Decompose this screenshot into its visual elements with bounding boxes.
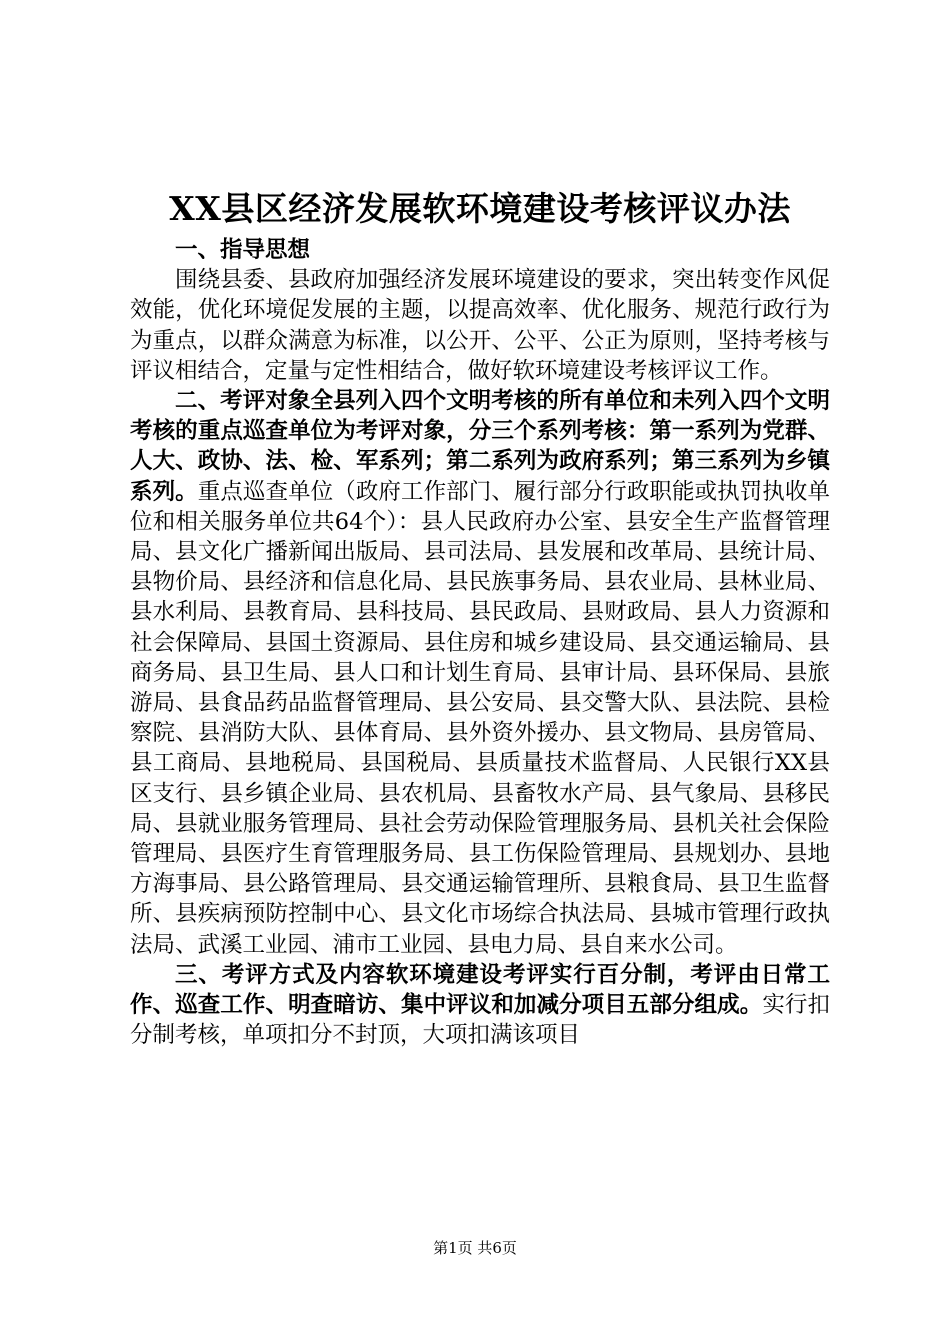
section-3-lead: 三、考评方式及内容软环境建设考评实行百分制，考评由日常工作、巡查工作、明查暗访、集中评议和加减分项目五部分组成。 bbox=[130, 961, 830, 1019]
section-1-heading: 一、指导思想 bbox=[175, 237, 311, 263]
section-2-body: 重点巡查单位（政府工作部门、履行部分行政职能或执罚执收单位和相关服务单位共64个）：县人民政府办公室、县安全生产监督管理局、县文化广播新闻出版局、县司法局、县发展和改革局、县统计局、县物价局、县经济和信息化局、县民族事务局、县农业局、县林业局、县水利局、县教育局、县科技局、县民政局、县财政局、县人力资源和社会保障局、县国土资源局、县住房和城乡建设局、县交通运输局、县商务局、县卫生局、县人口和计划生育局、县审计局、县环保局、县旅游局、县食品药品监督管理局、县公安局、县交警大队、县法院、县检察院、县消防大队、县体育局、县外资外援办、县文物局、县房管局、县工商局、县地税局、县国税局、县质量技术监督局、人民银行XX县区支行、县乡镇企业局、县农机局、县畜牧水产局、县气象局、县移民局、县就业服务管理局、县社会劳动保险管理服务局、县机关社会保险管理局、县医疗生育管理服务局、县工伤保险管理局、县规划办、县地方海事局、县公路管理局、县交通运输管理所、县粮食局、县卫生监督所、县疾病预防控制中心、县文化市场综合执法局、县城市管理行政执法局、武溪工业园、浦市工业园、县电力局、县自来水公司。 bbox=[130, 478, 830, 958]
section-2 bbox=[130, 386, 830, 960]
section-3 bbox=[130, 960, 830, 1051]
section-1-body: 围绕县委、县政府加强经济发展环境建设的要求，突出转变作风促效能，优化环境促发展的主题，以提高效率、优化服务、规范行政行为为重点，以群众满意为标准，以公开、公平、公正为原则，坚持考核与评议相结合，定量与定性相结合，做好软环境建设考核评议工作。 bbox=[130, 267, 830, 384]
page-number-label: 第1页 共6页 bbox=[433, 1239, 517, 1257]
section-1 bbox=[130, 235, 830, 265]
section-3-body: 实行扣分制考核，单项扣分不封顶，大项扣满该项目 bbox=[130, 992, 830, 1049]
page-footer bbox=[0, 1238, 950, 1258]
section-2-lead: 二、考评对象全县列入四个文明考核的所有单位和未列入四个文明考核的重点巡查单位为考评对象，分三个系列考核：第一系列为党群、人大、政协、法、检、军系列；第二系列为政府系列；第三系列为乡镇系列。 bbox=[130, 388, 830, 505]
document-title: XX县区经济发展软环境建设考核评议办法 bbox=[169, 189, 791, 228]
document-page bbox=[130, 183, 830, 1050]
